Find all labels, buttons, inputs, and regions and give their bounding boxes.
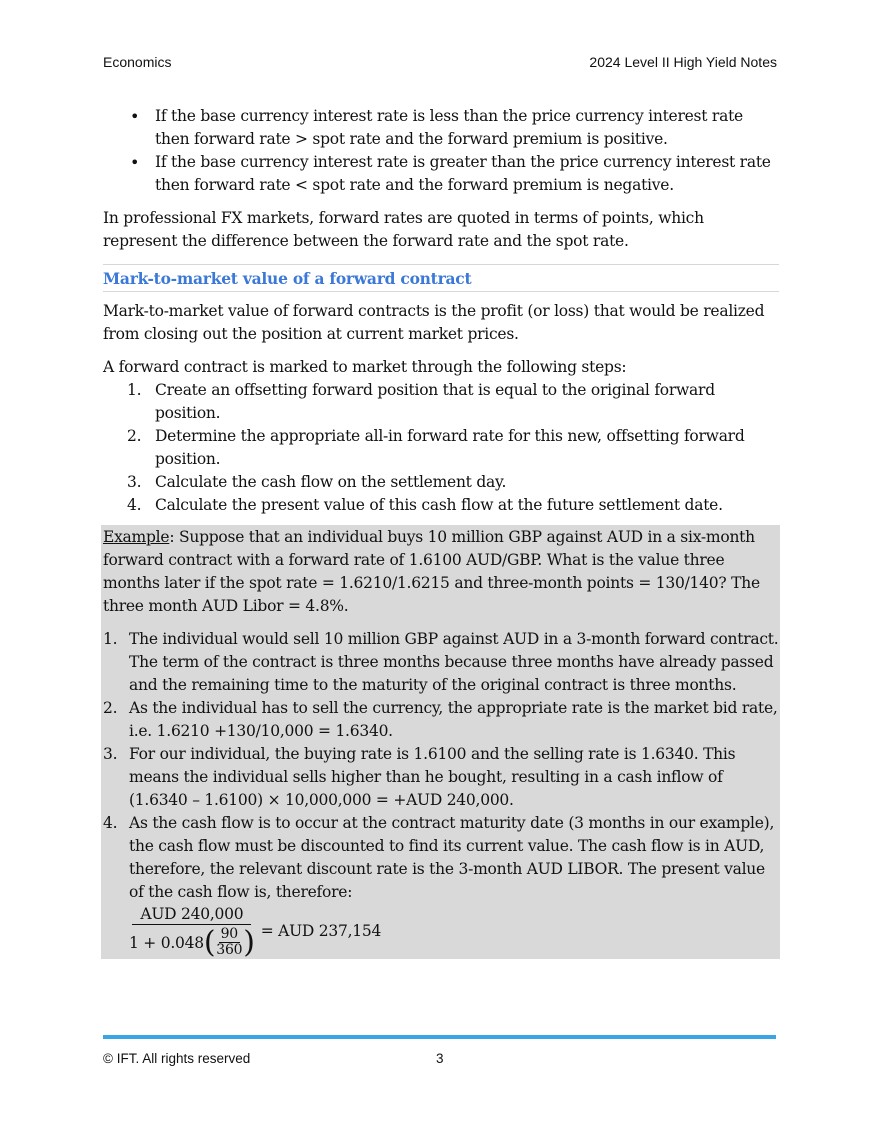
example-steps-list (103, 628, 780, 960)
left-paren: ( (203, 924, 216, 960)
step-number: 2. (127, 427, 142, 445)
example-label: Example (103, 528, 170, 546)
step-text: The individual would sell 10 million GBP against AUD in a 3-month forward contract. The term of the contract is three months because three months have already passed and the remaining time to the maturity of the original contract is three months. (129, 630, 779, 694)
steps-intro: A forward contract is marked to market through the following steps: (103, 358, 627, 376)
bullet-item: • If the base currency interest rate is less than the price currency interest rate then forward rate > spot rate and the forward premium is positive. (155, 105, 779, 151)
step-number: 3. (103, 745, 118, 763)
formula-result: = AUD 237,154 (260, 921, 382, 940)
points-paragraph: In professional FX markets, forward rates are quoted in terms of points, which represent the difference between the forward rate and the spot rate. (103, 209, 704, 250)
bullet-list (103, 105, 779, 197)
inner-denominator: 360 (216, 942, 243, 958)
step-number: 2. (103, 699, 118, 717)
example-box (101, 525, 780, 959)
list-item (127, 379, 779, 425)
list-item (103, 812, 780, 960)
step-text: Determine the appropriate all-in forward rate for this new, offsetting forward position. (155, 427, 745, 468)
step-number: 1. (103, 630, 118, 648)
step-text: Calculate the present value of this cash flow at the future settlement date. (155, 496, 723, 514)
right-paren: ) (243, 924, 255, 960)
header-subject: Economics (103, 54, 172, 70)
list-item (127, 425, 779, 471)
step-text: Create an offsetting forward position that is equal to the original forward position. (155, 381, 715, 422)
page-content (103, 105, 779, 959)
header-title: 2024 Level II High Yield Notes (589, 54, 777, 70)
formula-denominator (129, 925, 255, 958)
mtm-definition: Mark-to-market value of forward contracts is the profit (or loss) that would be realized from closing out the position at current market prices. (103, 302, 765, 343)
example-question-text: : Suppose that an individual buys 10 million GBP against AUD in a six-month forward contract with a forward rate of 1.6100 AUD/GBP. What is the value three months later if the spot rate = 1.6210/1.6215 and three-month points = 130/140? The three month AUD Libor = 4.8%. (103, 528, 760, 615)
page-number: 3 (436, 1051, 444, 1066)
pv-fraction (129, 904, 255, 958)
list-item (127, 471, 779, 494)
formula-numerator: AUD 240,000 (132, 904, 251, 925)
example-question (103, 526, 780, 618)
step-text: As the cash flow is to occur at the contract maturity date (3 months in our example), the cash flow must be discounted to find its current value. The cash flow is in AUD, therefore, the relevant discount rate is the 3-month AUD LIBOR. The present value of the cash flow is, therefore: (129, 814, 775, 901)
list-item (103, 628, 780, 697)
step-number: 3. (127, 473, 142, 491)
section-heading: Mark-to-market value of a forward contract (103, 264, 779, 292)
list-item (127, 494, 779, 517)
pv-formula (129, 905, 780, 960)
step-number: 4. (103, 814, 118, 832)
step-number: 4. (127, 496, 142, 514)
day-count-fraction (216, 927, 242, 958)
step-text: As the individual has to sell the currency, the appropriate rate is the market bid rate, i.e. 1.6210 +130/10,000 = 1.6340. (129, 699, 778, 740)
step-number: 1. (127, 381, 142, 399)
formula-denominator-prefix: 1 + 0.048 (129, 933, 204, 952)
steps-list (103, 379, 779, 517)
inner-numerator: 90 (220, 926, 238, 942)
step-text: For our individual, the buying rate is 1.6100 and the selling rate is 1.6340. This means the individual sells higher than he bought, resulting in a cash inflow of (1.6340 – 1.6100) × 10,000,000 = +AUD 240,000. (129, 745, 736, 809)
bullet-item: • If the base currency interest rate is greater than the price currency interest rate then forward rate < spot rate and the forward premium is negative. (155, 151, 779, 197)
footer-copyright: © IFT. All rights reserved (103, 1051, 251, 1066)
step-text: Calculate the cash flow on the settlement day. (155, 473, 507, 491)
list-item (103, 743, 780, 812)
footer-divider (103, 1035, 776, 1039)
list-item (103, 697, 780, 743)
